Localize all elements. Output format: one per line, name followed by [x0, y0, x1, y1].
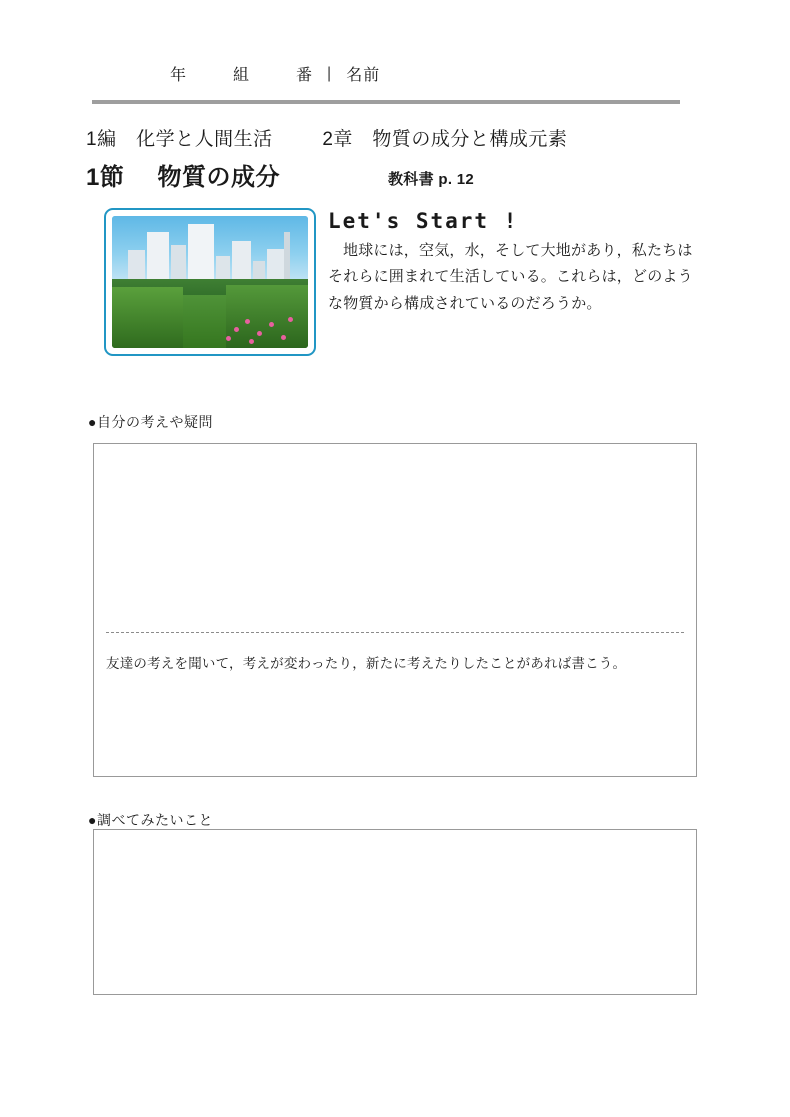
- photo-frame: [104, 208, 316, 356]
- photo-building: [232, 241, 252, 285]
- section-heading: [86, 157, 280, 192]
- section-title: 物質の成分: [157, 164, 281, 191]
- photo-flower: [234, 327, 239, 332]
- photo-building: [147, 232, 169, 285]
- student-info-fields: [170, 62, 380, 85]
- own-thoughts-label: ●自分の考えや疑問: [88, 414, 213, 430]
- investigate-answer-box[interactable]: [93, 829, 697, 995]
- photo-tower: [284, 232, 290, 285]
- answer-box-dashed-separator: [106, 632, 684, 633]
- year-field-label: 年: [170, 67, 188, 84]
- chapter-label: 2章 物質の成分と構成元素: [322, 129, 568, 150]
- photo-building: [188, 224, 213, 285]
- lets-start-heading: Let's Start !: [328, 209, 519, 233]
- own-thoughts-answer-box[interactable]: [93, 443, 697, 777]
- investigate-label: ●調べてみたいこと: [88, 812, 213, 828]
- number-field-label: 番: [296, 67, 314, 84]
- cityscape-photo: [112, 216, 308, 348]
- textbook-reference: 教科書 p. 12: [388, 171, 475, 188]
- photo-flower: [269, 322, 274, 327]
- photo-flower: [281, 335, 286, 340]
- header-rule: [92, 100, 680, 104]
- friend-opinion-note: 友達の考えを聞いて，考えが変わったり，新たに考えたりしたことがあれば書こう。: [106, 656, 627, 671]
- class-field-label: 組: [233, 67, 251, 84]
- header-divider: |: [327, 64, 333, 82]
- photo-grass-right: [226, 285, 308, 348]
- chapter-heading: [86, 124, 567, 151]
- section-number: 1節: [86, 164, 125, 191]
- part-label: 1編 化学と人間生活: [86, 129, 273, 150]
- photo-grass-left: [112, 287, 183, 348]
- lets-start-body: 地球には，空気，水，そして大地があり，私たちはそれらに囲まれて生活している。これらは，どのような物質から構成されているのだろうか。: [328, 242, 693, 312]
- name-field-label: 名前: [346, 67, 381, 84]
- student-info-row: [92, 62, 680, 104]
